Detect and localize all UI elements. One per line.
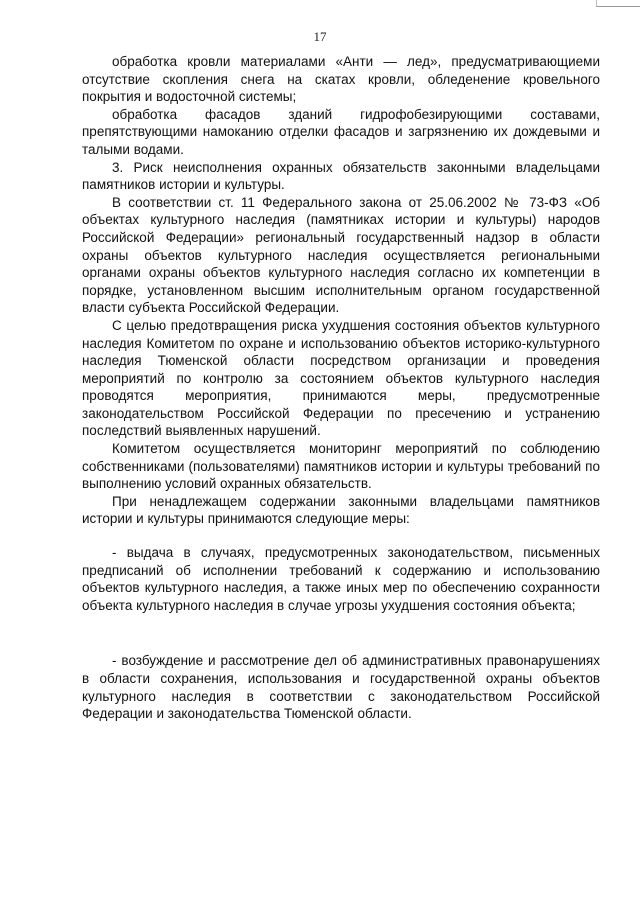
document-body <box>82 53 600 723</box>
page-number: 17 <box>313 29 327 44</box>
paragraph-risk-prevention: С целью предотвращения риска ухудшения состояния объектов культурного наследия Комитетом по охране и использованию объектов историко-культурного наследия Тюменской области посредством организации и проведения мероприятий по контролю за состоянием объектов культурного наследия проводятся мероприятия, принимаются меры, предусмотренные законодательством Российской Федерации по пресечению и устранению последствий выявленных нарушений. <box>82 317 600 439</box>
paragraph-facade-treatment: обработка фасадов зданий гидрофобезирующими составами, препятствующими намоканию отделки фасадов и загрязнению их дождевыми и талыми водами. <box>82 106 600 157</box>
scan-corner-mark <box>596 0 640 7</box>
paragraph-risk-heading: 3. Риск неисполнения охранных обязательств законными владельцами памятников истории и культуры. <box>82 159 600 193</box>
list-item-administrative-cases: - возбуждение и рассмотрение дел об административных правонарушениях в области сохранения, использования и государственной охраны объектов культурного наследия в соответствии с законодательством Российской Федерации и законодательства Тюменской области. <box>82 653 600 722</box>
paragraph-federal-law: В соответствии ст. 11 Федерального закона от 25.06.2002 № 73-ФЗ «Об объектах культурного наследия (памятниках истории и культуры) народов Российской Федерации» региональный государственный надзор в области охраны объектов культурного наследия осуществляется региональными органами охраны объектов культурного наследия согласно их компетенции в порядке, установленном высшим исполнительным органом государственной власти субъекта Российской Федерации. <box>82 194 600 316</box>
list-item-prescriptions: - выдача в случаях, предусмотренных законодательством, письменных предписаний об исполнении требований к содержанию и использованию объектов культурного наследия, а также иных мер по обеспечению сохранности объекта культурного наследия в случае угрозы ухудшения состояния объекта; <box>82 545 600 613</box>
paragraph-measures-intro: При ненадлежащем содержании законными владельцами памятников истории и культуры принимаются следующие меры: <box>82 493 600 527</box>
paragraph-monitoring: Комитетом осуществляется мониторинг мероприятий по соблюдению собственниками (пользователями) памятников истории и культуры требований по выполнению условий охранных обязательств. <box>82 441 600 492</box>
paragraph-roof-treatment: обработка кровли материалами «Анти — лед», предусматривающиеми отсутствие скопления снега на скатах кровли, обледенение кровельного покрытия и водосточной системы; <box>82 54 600 105</box>
